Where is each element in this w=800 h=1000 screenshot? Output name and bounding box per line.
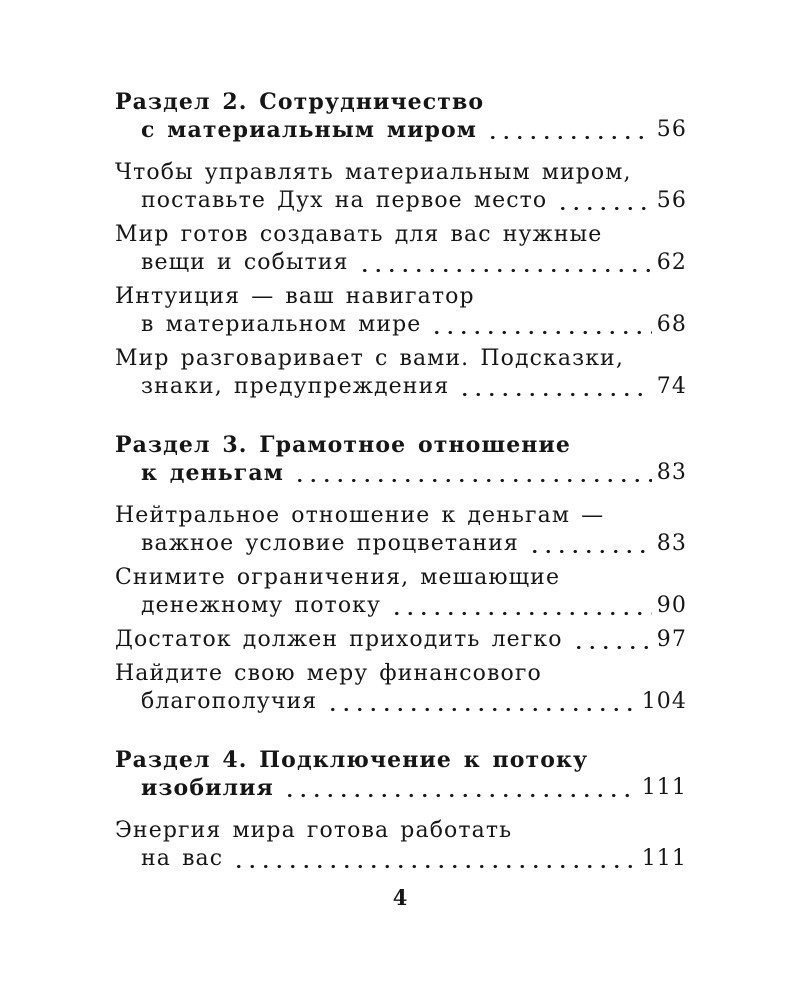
dot-leader [570,626,652,654]
toc-page-number: 83 [656,460,687,485]
toc-entry-line1: Раздел 3. Грамотное отношение [115,432,572,458]
toc-entry-line2: на вас [141,846,224,871]
toc-entry [115,564,687,620]
toc-entry-line2: знаки, предупреждения [141,374,450,399]
toc-page-number: 111 [641,775,687,800]
toc-page-number: 90 [656,593,687,618]
toc-entry [115,817,687,873]
dot-leader [356,249,652,277]
toc-entry-line1: Мир разговаривает с вами. Подсказки, [115,346,624,371]
dot-leader [388,592,652,620]
toc-entry [115,283,687,339]
toc-entry-line1: Энергия мира готова работать [115,818,513,843]
dot-leader [281,774,637,802]
dot-leader [456,373,651,401]
toc-entry-line1: Интуиция — ваш навигатор [115,284,475,309]
toc-page-number: 83 [656,531,687,556]
toc-entry-line2: вещи и события [141,250,349,275]
dot-leader [291,459,652,487]
toc-entry-line2: поставьте Дух на первое место [141,188,548,213]
toc-entry-line1: Найдите свою меру финансового [115,661,542,686]
toc-entry-line1: Раздел 4. Подключение к потоку [115,747,589,773]
toc-page-number: 56 [656,188,687,213]
toc-entry-line1: Мир готов создавать для вас нужные [115,222,603,247]
toc-entry-line2: в материальном мире [141,312,422,337]
dot-leader [428,311,651,339]
toc-entry-line2: благополучия [141,689,318,714]
toc-entry-line1: Снимите ограничения, мешающие [115,565,561,590]
toc-page-number: 111 [641,846,687,871]
toc-entry [115,159,687,215]
toc-entry-line1: Достаток должен приходить легко [115,627,563,652]
toc-section-heading [115,88,687,144]
toc-entry-line2: денежному потоку [141,593,382,618]
toc-entry [115,660,687,716]
toc-entry [115,626,687,654]
toc-entry [115,502,687,558]
toc-entry-line2: с материальным миром [141,117,477,143]
toc-entry-line2: важное условие процветания [141,531,519,556]
toc-page-number: 62 [656,250,687,275]
toc-section-heading [115,746,687,802]
toc-entry-line1: Раздел 2. Сотрудничество [115,89,485,115]
table-of-contents [115,88,687,879]
toc-entry-line1: Нейтральное отношение к деньгам — [115,503,605,528]
dot-leader [484,116,652,144]
dot-leader [526,530,652,558]
toc-entry-line2: к деньгам [141,460,284,486]
toc-entry-line1: Чтобы управлять материальным миром, [115,160,632,185]
toc-page-number: 104 [641,689,687,714]
dot-leader [554,187,652,215]
toc-page-number: 97 [656,627,687,652]
toc-entry [115,345,687,401]
toc-section-heading [115,431,687,487]
dot-leader [324,688,636,716]
dot-leader [230,845,637,873]
page-folio: 4 [392,885,408,910]
toc-page-number: 74 [656,374,687,399]
toc-page-number: 68 [656,312,687,337]
toc-entry [115,221,687,277]
toc-entry-line2: изобилия [141,775,274,801]
toc-page-number: 56 [656,117,687,142]
